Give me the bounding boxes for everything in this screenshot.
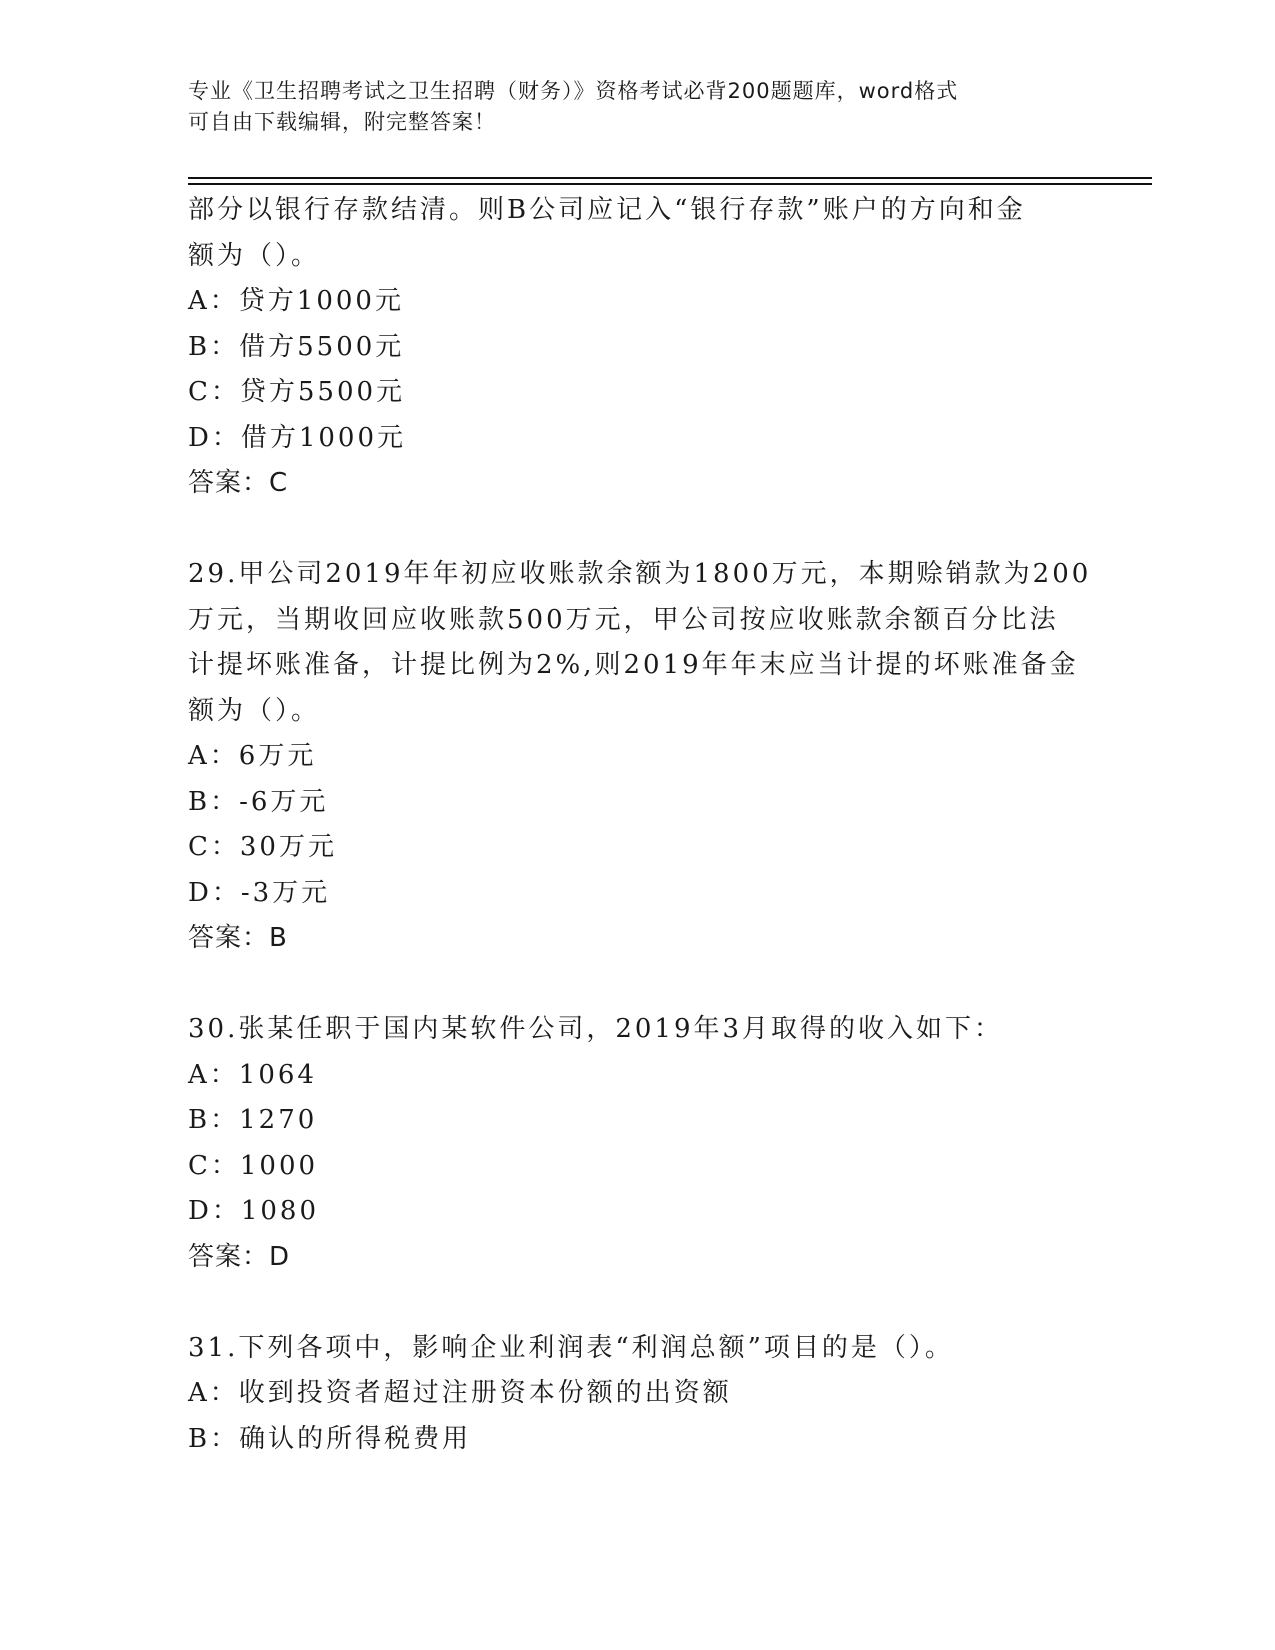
question-stem-line: 30.张某任职于国内某软件公司，2019年3月取得的收入如下：: [188, 1014, 1004, 1044]
option-d: D：-3万元: [188, 877, 331, 908]
answer-line: 答案：B: [188, 923, 288, 953]
question-stem-line: 万元，当期收回应收账款500万元，甲公司按应收账款余额百分比法: [188, 604, 1059, 635]
option-c: C：贷方5500元: [188, 377, 406, 407]
option-b: B：确认的所得税费用: [188, 1423, 472, 1454]
option-a: A：6万元: [188, 741, 317, 771]
question-stem-line: 部分以银行存款结清。则B公司应记入“银行存款”账户的方向和金: [188, 195, 1026, 225]
option-c: C：1000: [188, 1150, 319, 1181]
question-31: [188, 1326, 1088, 1463]
option-b: B：1270: [188, 1105, 318, 1135]
header-divider-bottom: [188, 183, 1152, 185]
question-stem-line: 额为（）。: [188, 240, 321, 271]
header-divider-top: [188, 177, 1152, 179]
option-b: B：-6万元: [188, 786, 329, 817]
option-d: D：借方1000元: [188, 422, 407, 453]
spacer: [188, 962, 1088, 1008]
option-b: B：借方5500元: [188, 331, 405, 362]
answer-line: 答案：D: [188, 1241, 291, 1272]
spacer: [188, 1280, 1088, 1326]
option-d: D：1080: [188, 1196, 320, 1226]
document-header: [188, 76, 1068, 138]
header-line-1: 专业《卫生招聘考试之卫生招聘（财务）》资格考试必背200题题库，word格式: [188, 79, 959, 103]
document-body: [188, 188, 1092, 1462]
question-29: [188, 552, 1092, 962]
header-line-2: 可自由下载编辑，附完整答案！: [188, 110, 496, 134]
option-a: A：收到投资者超过注册资本份额的出资额: [188, 1378, 732, 1408]
question-28: [188, 188, 1088, 507]
option-a: A：贷方1000元: [188, 286, 404, 316]
spacer: [188, 507, 1088, 553]
answer-line: 答案：C: [188, 468, 289, 498]
question-stem-line: 31.下列各项中，影响企业利润表“利润总额”项目的是（）。: [188, 1332, 954, 1363]
question-30: [188, 1007, 1088, 1280]
question-stem-line: 额为（）。: [188, 695, 321, 726]
option-c: C：30万元: [188, 832, 337, 862]
question-stem-line: 29.甲公司2019年年初应收账款余额为1800万元，本期赊销款为200: [188, 559, 1092, 589]
option-a: A：1064: [188, 1059, 317, 1090]
question-stem-line: 计提坏账准备，计提比例为2%,则2019年年末应当计提的坏账准备金: [188, 650, 1079, 680]
